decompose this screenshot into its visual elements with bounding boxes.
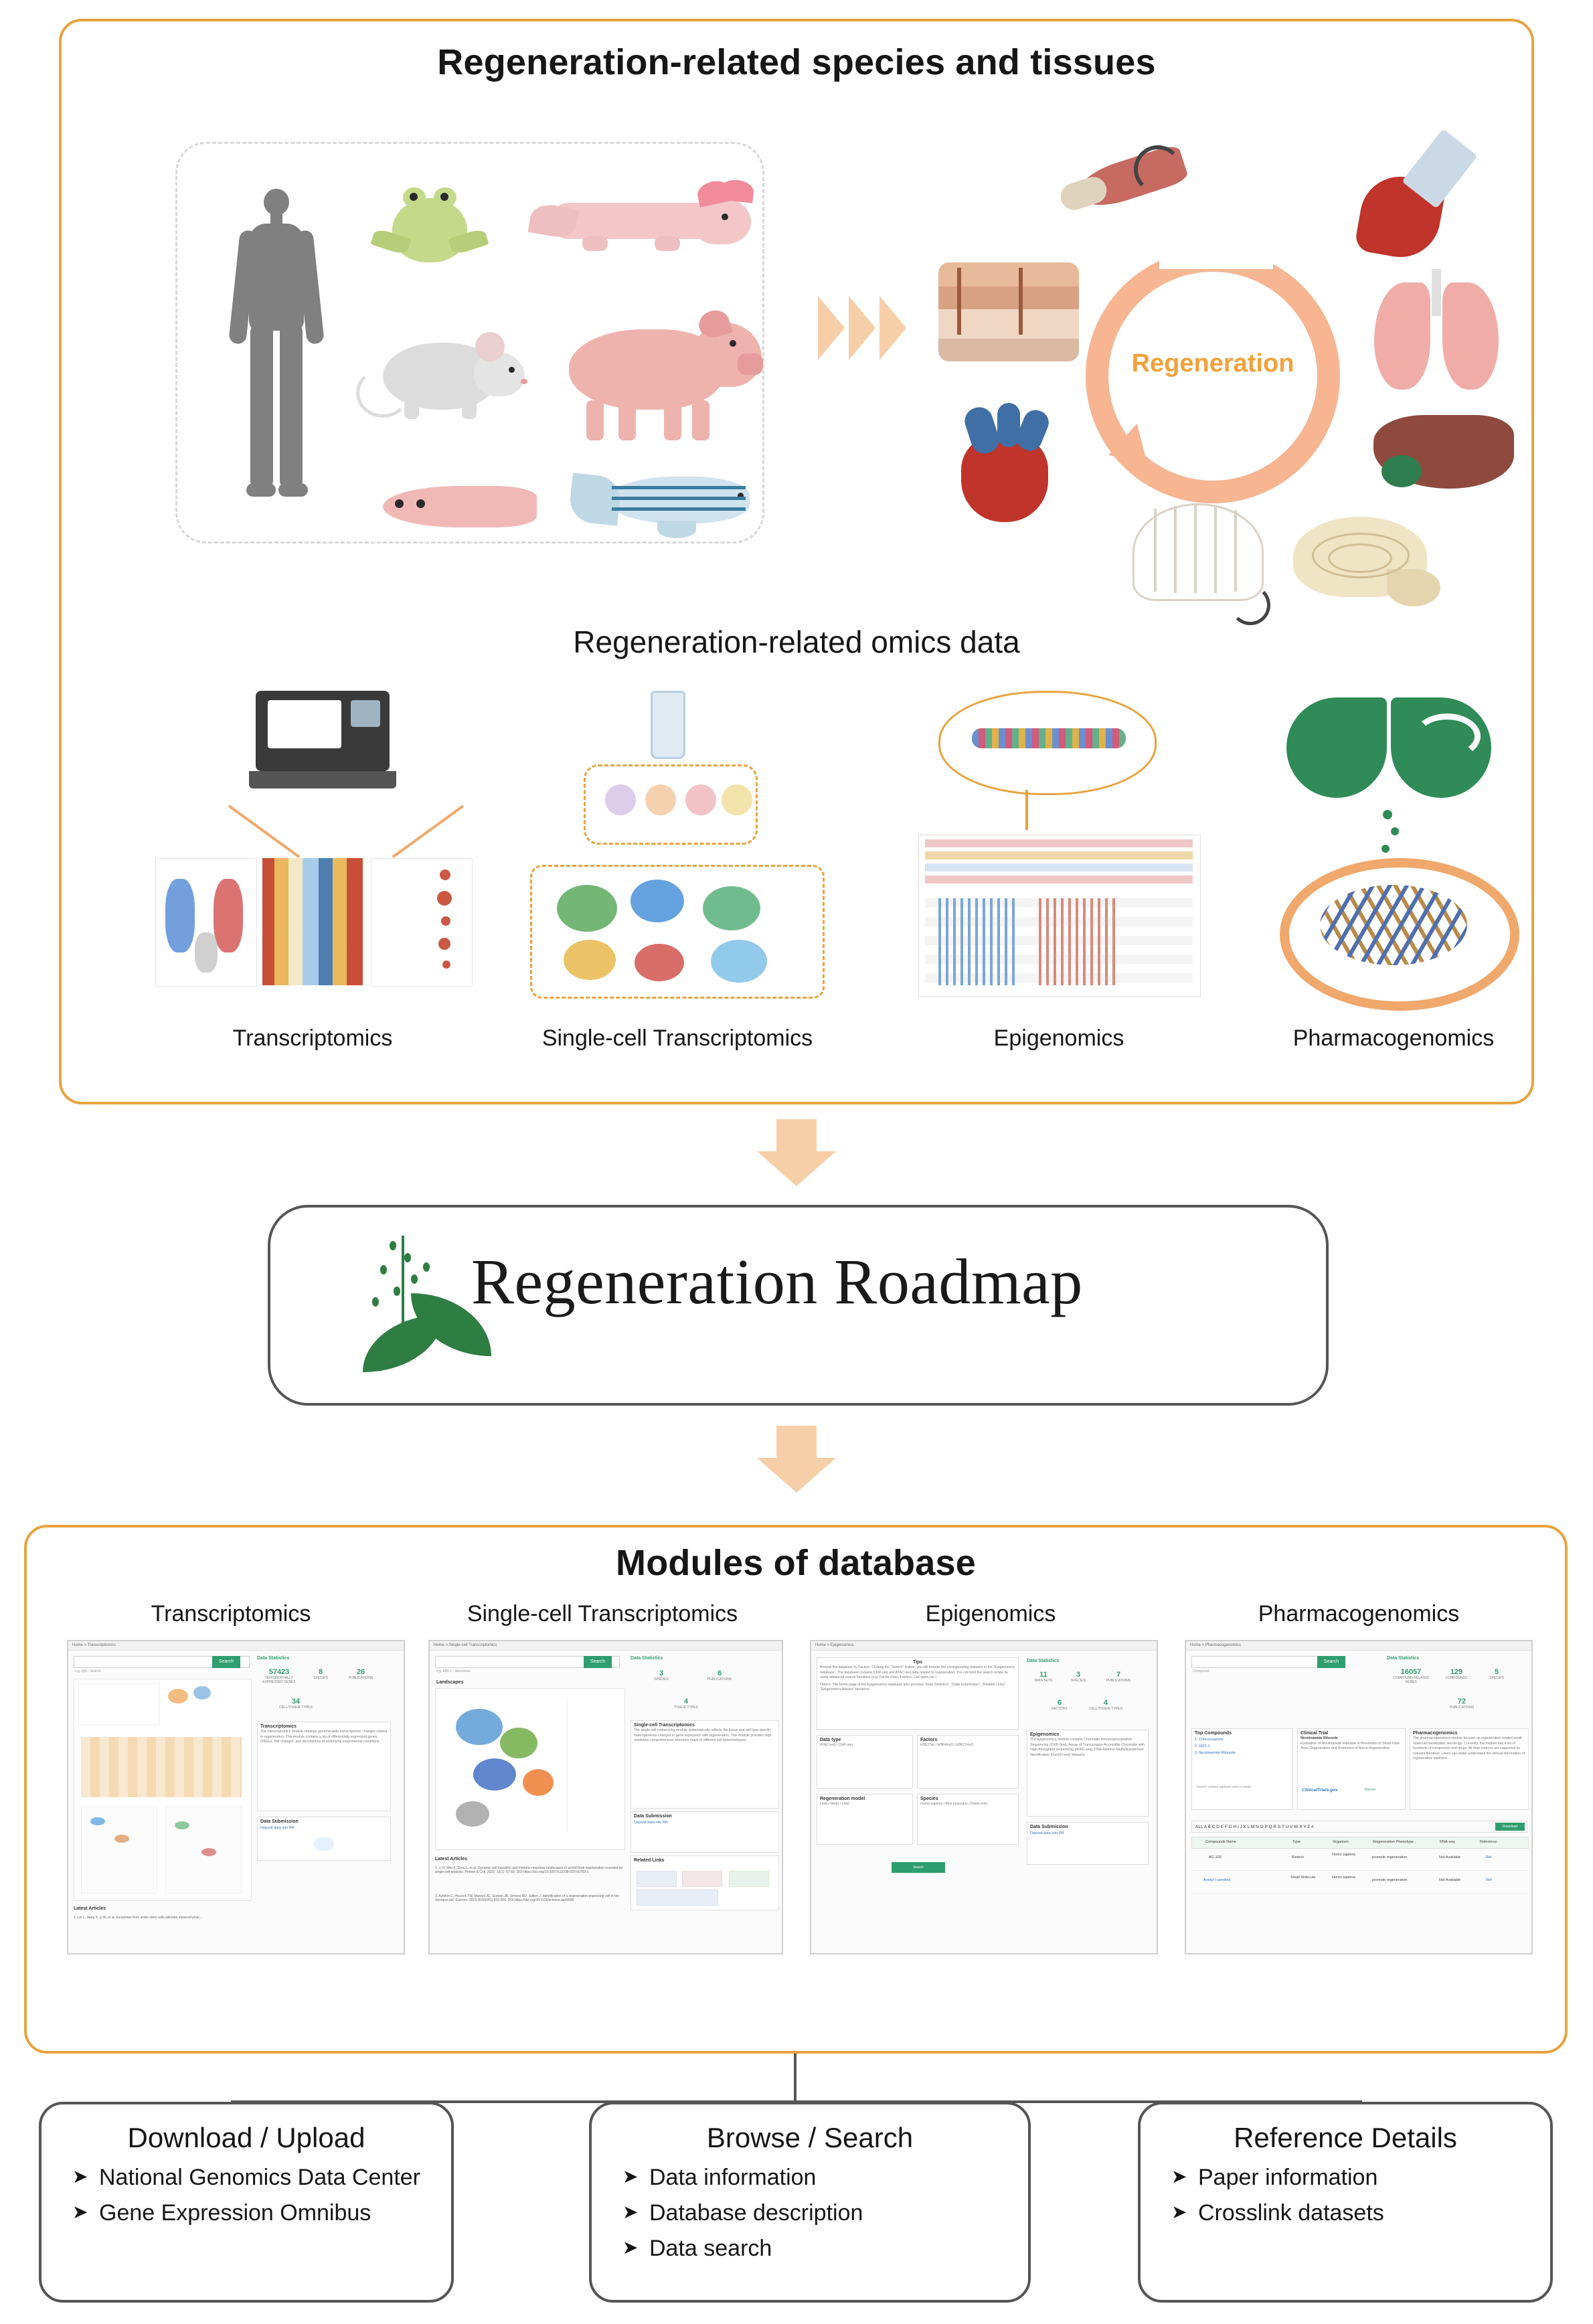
tissue-liver xyxy=(1373,403,1514,510)
tissue-skin xyxy=(938,262,1079,363)
filter-factors[interactable] xyxy=(917,1735,1019,1789)
stat-species: 8 SPECIES xyxy=(313,1668,328,1680)
flow-chevrons xyxy=(818,296,906,360)
species-pig xyxy=(557,296,771,450)
cell-organism: Homo sapiens xyxy=(1332,1876,1356,1880)
umap-panel xyxy=(435,1688,625,1850)
module-description-card xyxy=(631,1720,779,1809)
filter-value: Limb / Heart / Liver xyxy=(820,1802,849,1806)
search-button[interactable]: Search xyxy=(892,1862,945,1873)
stat-datasets: 11 DATA SETS xyxy=(1034,1671,1053,1683)
card-title: Epigenomics xyxy=(1030,1732,1060,1737)
list-item[interactable]: ➤ Gene Expression Omnibus xyxy=(72,2200,451,2226)
species-and-tissues-panel xyxy=(59,19,1534,1104)
stat-publications: 72 PUBLICATIONS xyxy=(1449,1697,1475,1710)
cell-type: Small Molecule xyxy=(1290,1876,1316,1880)
connector-vertical xyxy=(794,2054,796,2103)
stats-title: Data Statistics xyxy=(257,1656,290,1661)
clinical-trial-subtitle: Nicotinamide Riboside xyxy=(1301,1736,1338,1740)
stat-publications: 6 PUBLICATIONS xyxy=(707,1669,732,1681)
article-item[interactable]: 1. Li H, Wei X, Zhou L, et al. Dynamic cell transition and immune response landscapes of axolotl limb regeneration revealed by single-cell analysis. Protein & Cell. 2021; 12(1): 57-66. DOI https://doi.org/10.1007/s13238-020-00763-1 xyxy=(435,1866,623,1874)
related-links-title: Related Links xyxy=(634,1858,665,1863)
omics-title: Regeneration-related omics data xyxy=(573,625,1020,659)
species-mouse xyxy=(356,309,543,436)
omics-caption-single-cell: Single-cell Transcriptomics xyxy=(541,1025,813,1051)
recruit-status: Recruit xyxy=(1365,1788,1375,1792)
th-compound: Compounds Name xyxy=(1205,1840,1236,1844)
box-title: Reference Details xyxy=(1234,2122,1457,2153)
cell-rnaseq: Not Available xyxy=(1439,1878,1461,1882)
th-type: Type xyxy=(1292,1840,1301,1844)
card-text: The pharmacogenomics module focuses on regeneration-related small molecule metabolites and drugs. Currently, the module has a list of hundreds of compounds and drugs. All data sources are supported by relevant literature. Users can better understand the clinical information of regenerative medicine. xyxy=(1413,1736,1525,1761)
omics-pharmacogenomics xyxy=(1260,691,1527,1012)
list-item[interactable]: ➤ Data search xyxy=(622,2236,1028,2262)
filter-label: Regeneration model xyxy=(820,1797,865,1801)
omics-caption-transcriptomics: Transcriptomics xyxy=(232,1025,393,1051)
search-hint: e.g. MIR-1 - Stemness xyxy=(436,1669,471,1673)
list-item[interactable]: ➤ Data information xyxy=(622,2165,1028,2191)
filter-label: Species xyxy=(920,1797,938,1801)
cell-compound[interactable]: Acetyl-l-carnitine xyxy=(1203,1878,1231,1882)
tissue-lung xyxy=(1370,269,1504,396)
box-title: Browse / Search xyxy=(706,2122,914,2153)
card-title: Transcriptomics xyxy=(260,1724,297,1729)
filter-data-type[interactable] xyxy=(817,1735,913,1789)
box-download-upload xyxy=(39,2102,454,2303)
tissue-brain xyxy=(1286,510,1454,624)
th-organism: Organism xyxy=(1333,1840,1349,1844)
submission-title: Data Submission xyxy=(260,1819,299,1824)
regeneration-ring-gap xyxy=(1159,222,1273,269)
th-reference: Reference xyxy=(1480,1840,1497,1844)
top-compounds-title: Top Compounds xyxy=(1195,1731,1232,1736)
cell-phenotype: promote regeneration xyxy=(1372,1878,1408,1882)
tissue-muscle xyxy=(1059,139,1199,226)
article-item[interactable]: 1. Lei L, Jiang X, Li W, et al. Exosomes from antler stem cells alleviate mesenchymal... xyxy=(74,1916,202,1920)
cell-compound: AC-100 xyxy=(1209,1855,1222,1859)
filter-value: ATAC-seq / ChIP-seq xyxy=(820,1743,853,1747)
module-heading-epigenomics: Epigenomics xyxy=(925,1601,1056,1627)
box-list xyxy=(41,2165,451,2226)
list-item[interactable]: ➤ Paper information xyxy=(1171,2165,1550,2191)
stat-publications: 7 PUBLICATIONS xyxy=(1106,1671,1131,1683)
related-link-logo-4[interactable] xyxy=(637,1890,718,1906)
card-title: Single-cell Transcriptomics xyxy=(634,1723,695,1728)
related-link-logo-1[interactable] xyxy=(637,1871,677,1887)
tips-title: Tips xyxy=(912,1660,923,1665)
search-hint: e.g. Igf1 - Search xyxy=(75,1669,101,1673)
module-heading-single-cell: Single-cell Transcriptomics xyxy=(467,1601,738,1627)
tips-item: Others: The home page of the Epigenomics database also provides "Data Statistics", "Data Submission", "Related Links", "Epigenomics Articles" functions. xyxy=(820,1682,1007,1692)
breadcrumb: Home > Epigenomics xyxy=(811,1641,1157,1651)
latest-articles-title: Latest Articles xyxy=(435,1857,467,1861)
module-description-card xyxy=(1410,1728,1529,1810)
omics-single-cell xyxy=(490,691,865,1012)
card-text: The epigenomics module contains Chromatin Immunoprecipitation Sequencing (ChIP-Seq), Assay of Transposase-Accessible Chromatin with High-throughput sequencing (ATAC-seq), DNA Adenine Methyltransferase Identification (DamID-seq) datasets. xyxy=(1030,1738,1145,1757)
brand-logo-box xyxy=(268,1205,1329,1406)
th-rnaseq: RNA-seq xyxy=(1440,1840,1455,1844)
box-list xyxy=(1141,2165,1550,2226)
omics-epigenomics xyxy=(898,691,1220,1012)
compound-link[interactable]: 3. Nicotinamide Riboside xyxy=(1195,1751,1236,1755)
article-item[interactable]: 2. Aztekin C, Hiscock TW, Marioni JC, Gurdon JB, Simons BD, Jullien J. Identification of a regeneration-organizing cell in the Xenopus tail. Science. 2019;364(6441):653-658. DOI https://doi.org/10.1126/science.aav9996 xyxy=(435,1894,620,1902)
cell-reference-link[interactable]: Ref xyxy=(1486,1855,1492,1859)
search-placeholder-hint: Compound xyxy=(1193,1669,1209,1673)
list-item[interactable]: ➤ Database description xyxy=(622,2200,1028,2226)
stat-tissue-types: 4 TISSUE TYPES xyxy=(674,1697,698,1710)
module-description-card xyxy=(257,1722,391,1811)
filter-label: Factors xyxy=(920,1738,938,1742)
latest-articles-title: Latest Articles xyxy=(74,1906,106,1911)
clinical-trials-link[interactable]: ClinicalTrials.gov xyxy=(1302,1788,1338,1793)
species-human xyxy=(229,189,323,517)
search-button[interactable]: Search xyxy=(1317,1656,1345,1668)
screenshot-epigenomics[interactable] xyxy=(810,1640,1158,1955)
card-text: The single-cell sequencing module systematically reflects the tissue and cell type-specific heterogeneous changes in gene expression with regeneration. This module provides high-resolution comprehensive reference maps of different cell types/subtypes. xyxy=(634,1728,772,1743)
brand-name: Regeneration Roadmap xyxy=(471,1246,1083,1317)
module-description-card xyxy=(1027,1730,1149,1817)
stat-factors: 6 FACTORS xyxy=(1052,1699,1068,1711)
omics-transcriptomics xyxy=(155,691,470,1012)
list-item[interactable]: ➤ National Genomics Data Center xyxy=(72,2165,451,2191)
filter-label: Data type xyxy=(820,1738,841,1742)
tips-item: Browse the database by Factors. Clicking the "Search" button, you will browse the corresponding datasets in the "Epigenomics database". The database contains ChIP-seq and ATAC-seq data related to regeneration. You can limit the search scope by using advanced search functions (e.g. Factor class, Factors, Cell types etc.) xyxy=(820,1665,1015,1680)
omics-caption-pharmacogenomics: Pharmacogenomics xyxy=(1292,1025,1495,1051)
screenshot-pharmacogenomics[interactable] xyxy=(1185,1640,1533,1955)
tissue-injected-muscle xyxy=(1353,135,1481,269)
cell-organism: Homo sapiens xyxy=(1332,1853,1356,1857)
data-submission-card xyxy=(1027,1822,1149,1865)
screenshot-transcriptomics[interactable] xyxy=(67,1640,405,1955)
box-reference-details xyxy=(1138,2102,1553,2303)
filter-regeneration-model[interactable] xyxy=(817,1794,913,1845)
regeneration-label: Regeneration xyxy=(1131,349,1294,378)
figure-panel xyxy=(74,1679,252,1901)
module-heading-transcriptomics: Transcriptomics xyxy=(151,1601,311,1627)
breadcrumb: Home > Transcriptomics xyxy=(68,1641,404,1651)
stat-compound-genes: 16057 COMPOUND-RELATED GENES xyxy=(1392,1668,1430,1684)
table-header-row xyxy=(1191,1837,1529,1849)
stat-species: 3 SPECIES xyxy=(654,1669,669,1681)
cell-phenotype: promote regeneration xyxy=(1372,1855,1408,1859)
stat-celltypes: 34 CELL/TISSUE TYPES xyxy=(279,1697,313,1710)
related-links-card xyxy=(631,1855,779,1910)
stats-title: Data Statistics xyxy=(631,1656,663,1661)
list-item[interactable]: ➤ Crosslink datasets xyxy=(1171,2200,1550,2226)
screenshot-single-cell[interactable] xyxy=(428,1640,783,1955)
submission-link[interactable]: Deposit data into RR xyxy=(260,1826,295,1830)
breadcrumb: Home > Single-cell Transcriptomics xyxy=(430,1641,782,1651)
stat-compounds: 129 COMPOUNDS xyxy=(1445,1668,1468,1680)
alphabet-download-button[interactable]: Download xyxy=(1495,1823,1525,1831)
stat-celltypes: 4 CELL/TISSUE TYPES xyxy=(1089,1699,1122,1711)
submission-title: Data Submission xyxy=(634,1814,672,1819)
flow-arrow-2 xyxy=(757,1426,836,1493)
species-zebrafish xyxy=(570,456,784,550)
species-planarian xyxy=(376,470,550,544)
modules-panel xyxy=(24,1525,1568,2054)
omics-caption-epigenomics: Epigenomics xyxy=(993,1025,1124,1051)
tissue-heart xyxy=(945,403,1072,530)
clinical-trial-text: Evaluation of Nicotinamide Riboside in Prevention of Small Fiber Axon Degeneration and Promotion of Nerve Regeneration xyxy=(1301,1741,1400,1751)
stat-species: 3 SPECIES xyxy=(1071,1671,1086,1683)
card-title: Pharmacogenomics xyxy=(1413,1731,1458,1736)
filter-value: H3K27ac / H3K4me3 / H3K27me3 xyxy=(920,1743,974,1747)
panel-title-species: Regeneration-related species and tissues xyxy=(437,42,1156,82)
species-frog xyxy=(369,175,490,282)
table-row[interactable] xyxy=(1191,1850,1527,1871)
top-compounds-card xyxy=(1191,1728,1293,1810)
species-axolotl xyxy=(530,172,764,279)
stats-title: Data Statistics xyxy=(1027,1659,1060,1663)
clinical-trial-card xyxy=(1297,1728,1406,1810)
card-text: The transcriptomics module catalogs genome-wide transcriptomic changes related to regeneration. This module contains a list of differentially expressed genes (DEGs), fold changes, and descriptions of underlying experimental conditions. xyxy=(260,1730,388,1744)
th-phenotype: Regeneration Phenotype xyxy=(1373,1840,1414,1844)
search-button[interactable]: Search xyxy=(584,1656,612,1668)
stat-species: 5 SPECIES xyxy=(1489,1668,1504,1680)
data-submission-card xyxy=(631,1811,779,1853)
cell-type: Biotech xyxy=(1292,1855,1305,1859)
box-title: Download / Upload xyxy=(127,2122,365,2153)
submission-link[interactable]: Deposit data into RR xyxy=(1030,1831,1064,1835)
filter-value: Homo sapiens / Mus musculus / Danio rerio xyxy=(920,1802,988,1806)
landscapes-title: Landscapes xyxy=(436,1680,464,1685)
compound-link[interactable]: 1. Chlorzoxazone xyxy=(1195,1738,1224,1742)
submission-link[interactable]: Deposit data into RR xyxy=(634,1821,668,1825)
panel-title-modules: Modules of database xyxy=(616,1543,976,1583)
alphabet-filter[interactable]: ALL A B C D E F G H I J K L M N O P Q R S T U V W X Y Z # xyxy=(1191,1821,1527,1833)
related-link-logo-3[interactable] xyxy=(729,1871,769,1887)
table-row[interactable] xyxy=(1191,1873,1527,1894)
submission-title: Data Submission xyxy=(1030,1825,1068,1829)
box-browse-search xyxy=(589,2102,1031,2303)
box-list xyxy=(592,2165,1028,2262)
compound-link[interactable]: 2. HGF-1 xyxy=(1195,1744,1210,1748)
cell-rnaseq: Not Available xyxy=(1439,1855,1461,1859)
tissue-fin xyxy=(1119,503,1273,617)
stats-title: Data Statistics xyxy=(1387,1656,1420,1661)
upload-cloud-icon xyxy=(314,1837,334,1851)
flow-arrow-1 xyxy=(757,1119,836,1186)
stat-publications: 26 PUBLICATIONS xyxy=(348,1668,373,1680)
breadcrumb: Home > Pharmacogenomics xyxy=(1186,1641,1531,1651)
cell-reference-link[interactable]: Ref xyxy=(1486,1878,1492,1882)
tips-card xyxy=(817,1657,1019,1730)
module-heading-pharmacogenomics: Pharmacogenomics xyxy=(1258,1601,1460,1627)
search-button[interactable]: Search xyxy=(212,1656,240,1668)
filter-species[interactable] xyxy=(917,1794,1019,1845)
related-link-logo-2[interactable] xyxy=(682,1871,722,1887)
search-volume-note: Search volume updates once a week xyxy=(1196,1785,1251,1789)
stat-deg: 57423 DIFFERENTIALLY EXPRESSED GENES xyxy=(262,1668,296,1684)
clinical-trial-title: Clinical Trial xyxy=(1301,1731,1329,1736)
data-submission-card xyxy=(257,1817,391,1861)
